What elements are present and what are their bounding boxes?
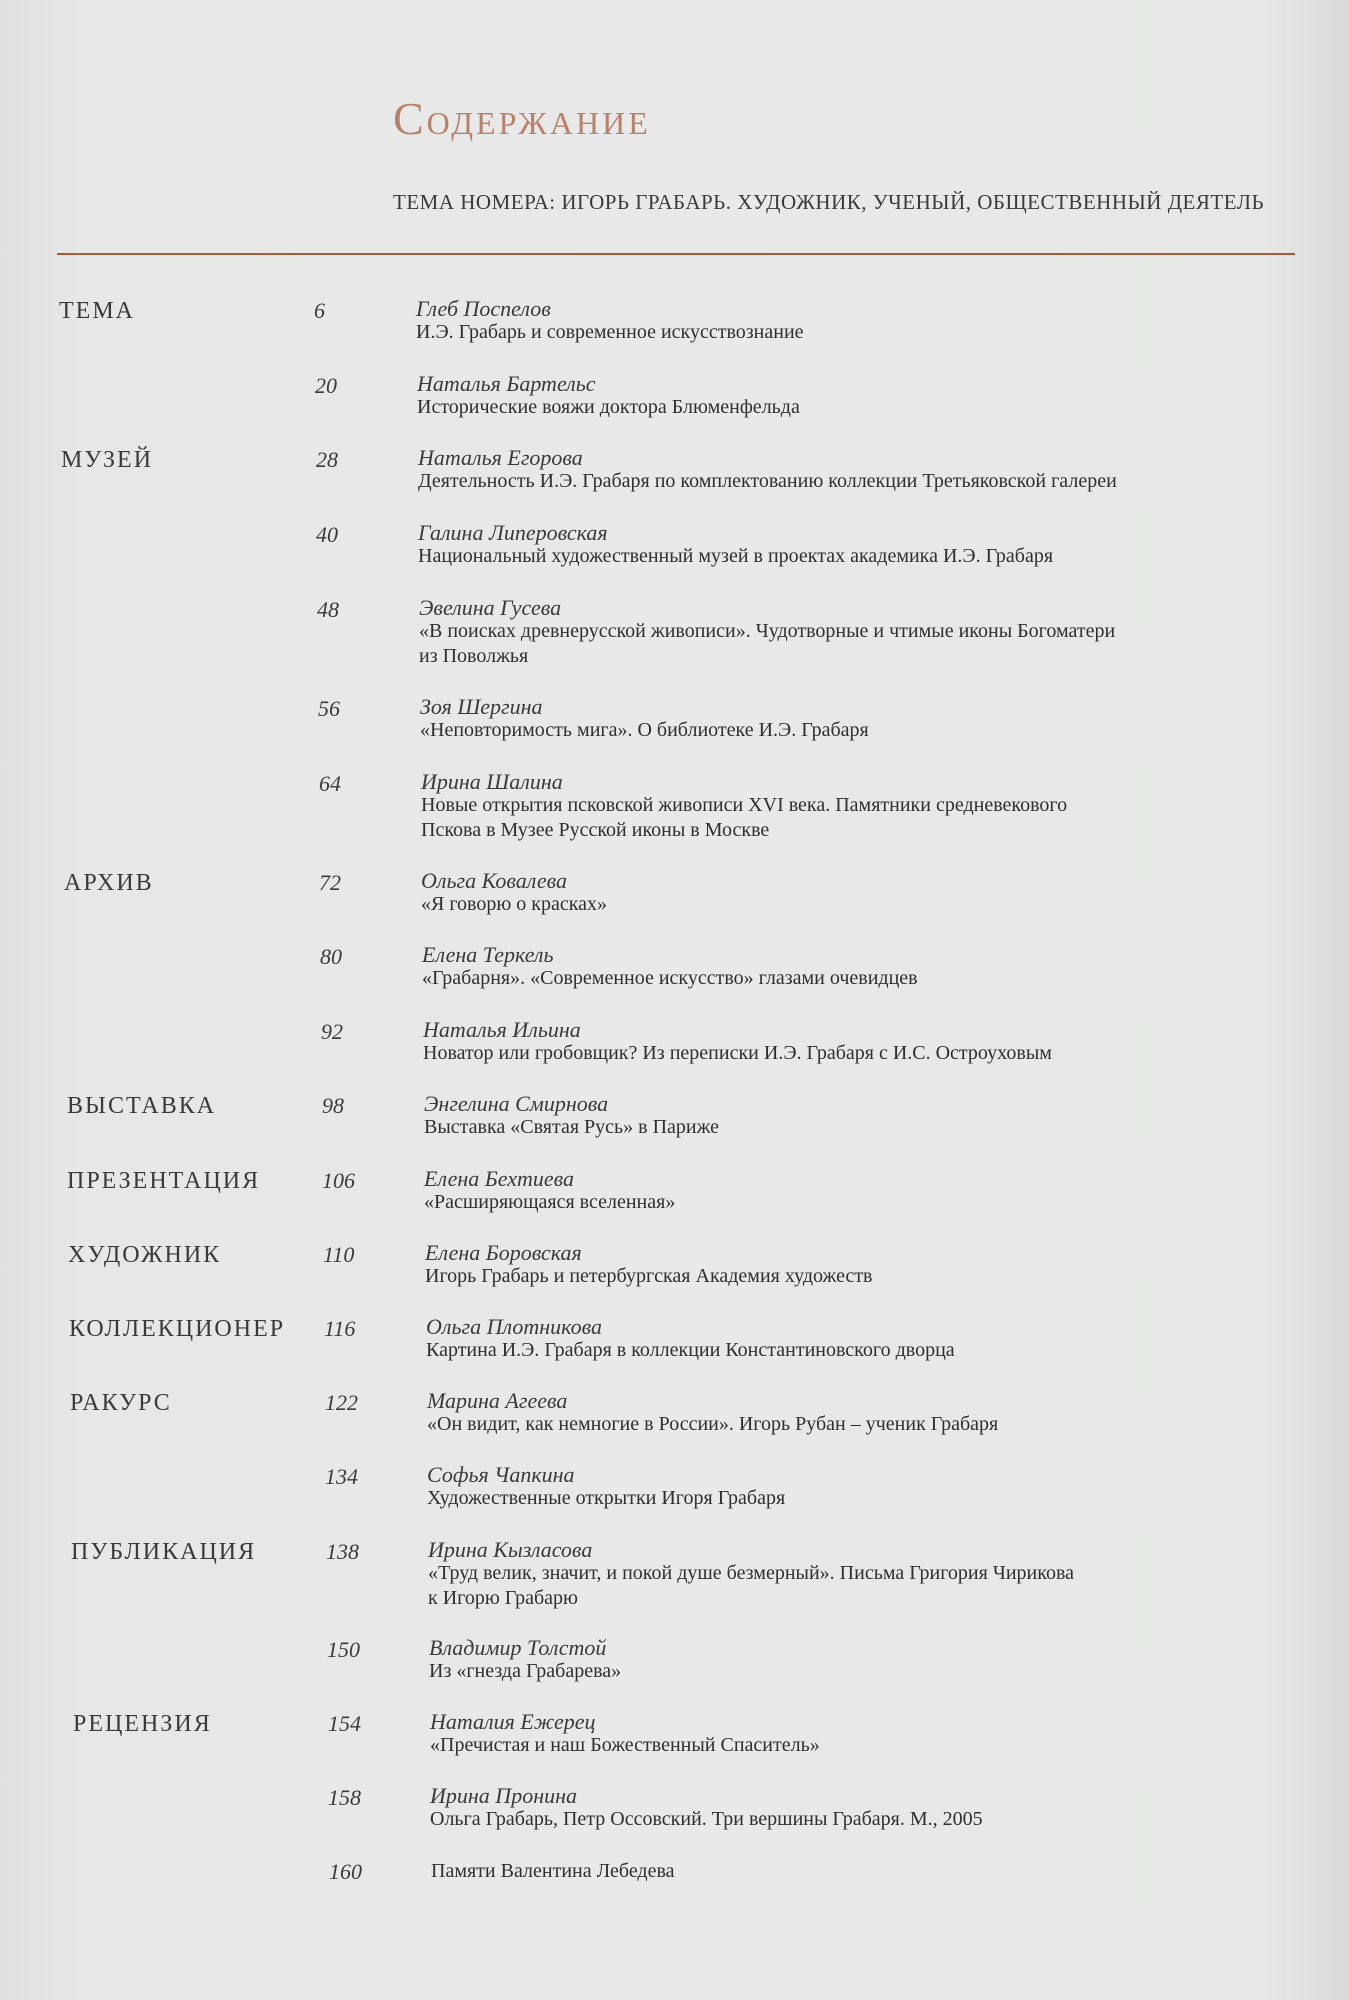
section-label: ПУБЛИКАЦИЯ: [71, 1539, 257, 1565]
article-title: Картина И.Э. Грабаря в коллекции Константиновского дворца: [426, 1339, 955, 1361]
article-title: Национальный художественный музей в проектах академика И.Э. Грабаря: [418, 545, 1054, 567]
article-title: «Грабарня». «Современное искусство» глазами очевидцев: [422, 967, 918, 989]
article-author: Наталия Ежерец: [430, 1709, 596, 1734]
article-title: «Я говорю о красках»: [421, 893, 608, 915]
page-number: 64: [319, 771, 341, 796]
article-author: Энгелина Смирнова: [424, 1091, 609, 1116]
article-title: Новые открытия псковской живописи XVI века. Памятники средневекового: [421, 794, 1068, 816]
article-author: Елена Теркель: [422, 942, 554, 967]
page-number: 56: [318, 696, 340, 721]
article-author: Ирина Кызласова: [428, 1537, 593, 1562]
section-label: РЕЦЕНЗИЯ: [73, 1711, 212, 1737]
article-title: Художественные открытки Игоря Грабаря: [427, 1487, 786, 1509]
article-title: «Пречистая и наш Божественный Спаситель»: [430, 1734, 820, 1756]
article-title: Игорь Грабарь и петербургская Академия художеств: [425, 1265, 873, 1287]
page-number: 92: [321, 1019, 343, 1044]
article-title: из Поволжья: [419, 645, 529, 667]
article-title: Новатор или гробовщик? Из переписки И.Э. Грабаря с И.С. Остроуховым: [423, 1042, 1052, 1064]
article-title: «В поисках древнерусской живописи». Чудотворные и чтимые иконы Богоматери: [419, 620, 1116, 642]
page-number: 98: [322, 1093, 344, 1118]
section-label: ПРЕЗЕНТАЦИЯ: [67, 1168, 261, 1194]
page-title: Содержание: [393, 93, 651, 144]
article-title: Выставка «Святая Русь» в Париже: [424, 1116, 720, 1138]
section-label: ВЫСТАВКА: [67, 1093, 217, 1119]
page-number: 48: [317, 597, 339, 622]
page-number: 154: [328, 1711, 361, 1736]
article-author: Наталья Ильина: [423, 1017, 581, 1042]
article-title: Из «гнезда Грабарева»: [429, 1660, 622, 1682]
section-label: ХУДОЖНИК: [68, 1242, 222, 1268]
article-author: Марина Агеева: [427, 1388, 568, 1413]
section-label: КОЛЛЕКЦИОНЕР: [69, 1316, 286, 1342]
article-title: Памяти Валентина Лебедева: [431, 1860, 675, 1882]
article-author: Ирина Пронина: [430, 1783, 578, 1808]
article-author: Ольга Плотникова: [426, 1314, 602, 1339]
article-title: Деятельность И.Э. Грабаря по комплектованию коллекции Третьяковской галереи: [418, 470, 1117, 492]
page-number: 110: [323, 1242, 355, 1267]
article-author: Глеб Поспелов: [416, 296, 551, 321]
issue-theme-subtitle: ТЕМА НОМЕРА: ИГОРЬ ГРАБАРЬ. ХУДОЖНИК, УЧЕНЫЙ, ОБЩЕСТВЕННЫЙ ДЕЯТЕЛЬ: [393, 190, 1265, 214]
page-number: 122: [325, 1390, 358, 1415]
article-title: Пскова в Музее Русской иконы в Москве: [421, 819, 770, 841]
section-label: РАКУРС: [70, 1390, 172, 1416]
article-title: Исторические вояжи доктора Блюменфельда: [417, 396, 800, 418]
section-label: МУЗЕЙ: [61, 447, 154, 473]
page-number: 20: [315, 373, 337, 398]
page-number: 6: [314, 298, 325, 323]
page-number: 150: [327, 1637, 360, 1662]
page-number: 72: [319, 870, 341, 895]
article-author: Елена Бехтиева: [424, 1166, 575, 1191]
header-divider: [57, 253, 1295, 255]
article-author: Софья Чапкина: [427, 1462, 575, 1487]
article-author: Ирина Шалина: [421, 769, 563, 794]
page-number: 106: [322, 1168, 355, 1193]
page-number: 138: [326, 1539, 359, 1564]
article-author: Наталья Егорова: [418, 445, 583, 470]
page-number: 134: [325, 1464, 358, 1489]
section-label: АРХИВ: [64, 870, 154, 896]
article-title: И.Э. Грабарь и современное искусствознание: [416, 321, 804, 343]
section-label: ТЕМА: [59, 298, 135, 324]
page-number: 28: [316, 447, 338, 472]
article-author: Зоя Шергина: [420, 694, 543, 719]
article-author: Владимир Толстой: [429, 1635, 607, 1660]
page-number: 80: [320, 944, 342, 969]
article-title: «Неповторимость мига». О библиотеке И.Э. Грабаря: [420, 719, 869, 741]
page-number: 116: [324, 1316, 356, 1341]
article-author: Наталья Бартельс: [417, 371, 596, 396]
article-title: «Он видит, как немногие в России». Игорь Рубан – ученик Грабаря: [427, 1413, 999, 1435]
article-author: Елена Боровская: [425, 1240, 582, 1265]
article-title: «Расширяющаяся вселенная»: [424, 1191, 676, 1213]
article-author: Галина Липеровская: [418, 520, 608, 545]
article-author: Эвелина Гусева: [419, 595, 562, 620]
article-title: Ольга Грабарь, Петр Оссовский. Три вершины Грабаря. М., 2005: [430, 1808, 983, 1830]
article-title: к Игорю Грабарю: [428, 1587, 578, 1609]
article-title: «Труд велик, значит, и покой душе безмерный». Письма Григория Чирикова: [428, 1562, 1074, 1584]
page-number: 158: [328, 1785, 361, 1810]
page-number: 160: [329, 1859, 362, 1884]
article-author: Ольга Ковалева: [421, 868, 568, 893]
page-number: 40: [316, 522, 338, 547]
